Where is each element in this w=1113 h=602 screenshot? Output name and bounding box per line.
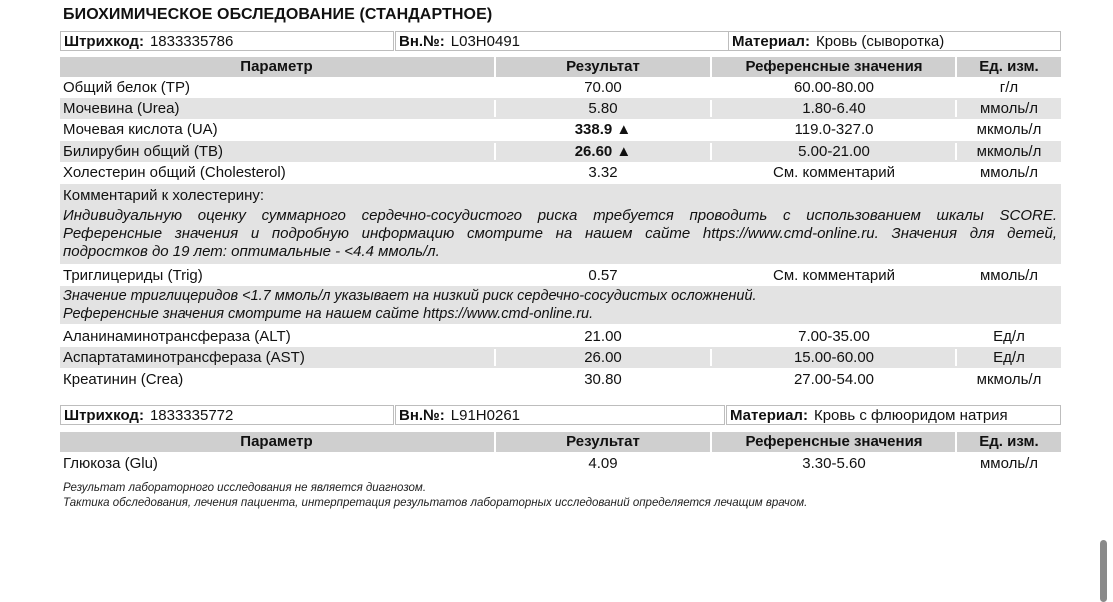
header-param: Параметр (240, 433, 313, 450)
header-reference: Референсные значения (745, 58, 923, 75)
result-value: 4.09 (588, 455, 618, 472)
reference-range: 1.80-6.40 (802, 100, 866, 117)
table-row (60, 326, 1061, 347)
sample1-inner-no: L03H0491 (450, 33, 521, 50)
result-value-high: 26.60 ▲ (574, 143, 632, 160)
sample2-barcode: 1833335772 (149, 407, 234, 424)
unit: ммоль/л (979, 164, 1039, 181)
sample2-id-row (60, 405, 1061, 427)
table-row (60, 77, 1061, 98)
reference-range: 27.00-54.00 (793, 371, 875, 388)
unit: Ед/л (993, 349, 1025, 366)
footer-note: Тактика обследования, лечения пациента, интерпретация результатов лабораторных исследований определяется лечащим врачом. (63, 497, 808, 509)
unit: мкмоль/л (976, 371, 1042, 388)
param-name: Билирубин общий (TB) (63, 143, 223, 160)
reference-range: 15.00-60.00 (793, 349, 875, 366)
param-name: Мочевина (Urea) (63, 100, 180, 117)
unit: мкмоль/л (976, 143, 1042, 160)
sample2-material-box (726, 405, 1061, 425)
table-row (60, 98, 1061, 119)
unit: мкмоль/л (976, 121, 1042, 138)
comment-title: Комментарий к холестерину: (63, 187, 265, 204)
unit: г/л (999, 79, 1019, 96)
reference-range: 5.00-21.00 (798, 143, 870, 160)
material-label: Материал: (732, 33, 810, 50)
table-row (60, 162, 1061, 183)
table-row (60, 369, 1061, 390)
inner-no-label: Вн.№: (399, 407, 445, 424)
sample2-inner-no: L91H0261 (450, 407, 521, 424)
param-name: Общий белок (TP) (63, 79, 190, 96)
header-unit: Ед. изм. (979, 58, 1039, 75)
reference-range: 3.30-5.60 (802, 455, 866, 472)
result-value: 5.80 (588, 100, 618, 117)
unit: ммоль/л (979, 455, 1039, 472)
param-name: Глюкоза (Glu) (63, 455, 158, 472)
table-row (60, 141, 1061, 162)
unit: ммоль/л (979, 267, 1039, 284)
sample2-barcode-box (60, 405, 394, 425)
param-name: Мочевая кислота (UA) (63, 121, 218, 138)
param-name: Триглицериды (Trig) (63, 267, 203, 284)
inner-no-label: Вн.№: (399, 33, 445, 50)
result-value: 21.00 (584, 328, 622, 345)
reference-range: 119.0-327.0 (794, 121, 874, 138)
sample1-table-header (60, 57, 1061, 77)
sample2-table-header (60, 432, 1061, 452)
reference-range: См. комментарий (773, 267, 895, 284)
param-name: Креатинин (Crea) (63, 371, 184, 388)
comment-line: Значение триглицеридов <1.7 ммоль/л указывает на низкий риск сердечно-сосудистых осложнений. (63, 288, 757, 304)
unit: ммоль/л (979, 100, 1039, 117)
header-result: Результат (566, 433, 640, 450)
comment-line: Индивидуальную оценку суммарного сердечно-сосудистого риска требуется проводить с использованием шкалы SCORE. (63, 207, 1057, 224)
header-reference: Референсные значения (745, 433, 923, 450)
sample1-barcode: 1833335786 (149, 33, 234, 50)
table-row (60, 453, 1061, 474)
header-param: Параметр (240, 58, 313, 75)
comment-line: подростков до 19 лет: оптимальные - <4.4 ммоль/л. (63, 243, 440, 260)
result-value-high: 338.9 ▲ (574, 121, 632, 138)
comment-line: Референсные значения смотрите на нашем сайте https://www.cmd-online.ru. (63, 306, 594, 322)
comment-line: Референсные значения и подробную информацию смотрите на нашем сайте https://www.cmd-online.ru. Значения для детей, (63, 225, 1057, 242)
barcode-label: Штрихкод: (64, 33, 144, 50)
result-value: 3.32 (588, 164, 618, 181)
cholesterol-comment (60, 184, 1061, 264)
result-value: 30.80 (584, 371, 622, 388)
header-unit: Ед. изм. (979, 433, 1039, 450)
reference-range: См. комментарий (773, 164, 895, 181)
reference-range: 60.00-80.00 (793, 79, 875, 96)
sample1-material-box (728, 31, 1061, 51)
triglyceride-comment (60, 286, 1061, 324)
param-name: Аланинаминотрансфераза (ALT) (63, 328, 291, 345)
sample2-inner-no-box (395, 405, 725, 425)
sample1-id-row (60, 31, 1061, 53)
param-name: Холестерин общий (Cholesterol) (63, 164, 286, 181)
table-row (60, 119, 1061, 140)
sample1-inner-no-box (395, 31, 729, 51)
sample1-barcode-box (60, 31, 394, 51)
footer-disclaimer: Результат лабораторного исследования не является диагнозом. (63, 482, 427, 494)
sample1-material: Кровь (сыворотка) (815, 33, 945, 50)
result-value: 70.00 (584, 79, 622, 96)
table-row (60, 265, 1061, 286)
result-value: 0.57 (588, 267, 618, 284)
sample2-material: Кровь с флюоридом натрия (813, 407, 1008, 424)
param-name: Аспартатаминотрансфераза (AST) (63, 349, 305, 366)
barcode-label: Штрихкод: (64, 407, 144, 424)
table-row (60, 347, 1061, 368)
scrollbar-thumb[interactable] (1100, 540, 1107, 602)
result-value: 26.00 (584, 349, 622, 366)
reference-range: 7.00-35.00 (798, 328, 870, 345)
unit: Ед/л (993, 328, 1025, 345)
report-title: БИОХИМИЧЕСКОЕ ОБСЛЕДОВАНИЕ (СТАНДАРТНОЕ) (63, 6, 493, 23)
material-label: Материал: (730, 407, 808, 424)
header-result: Результат (566, 58, 640, 75)
